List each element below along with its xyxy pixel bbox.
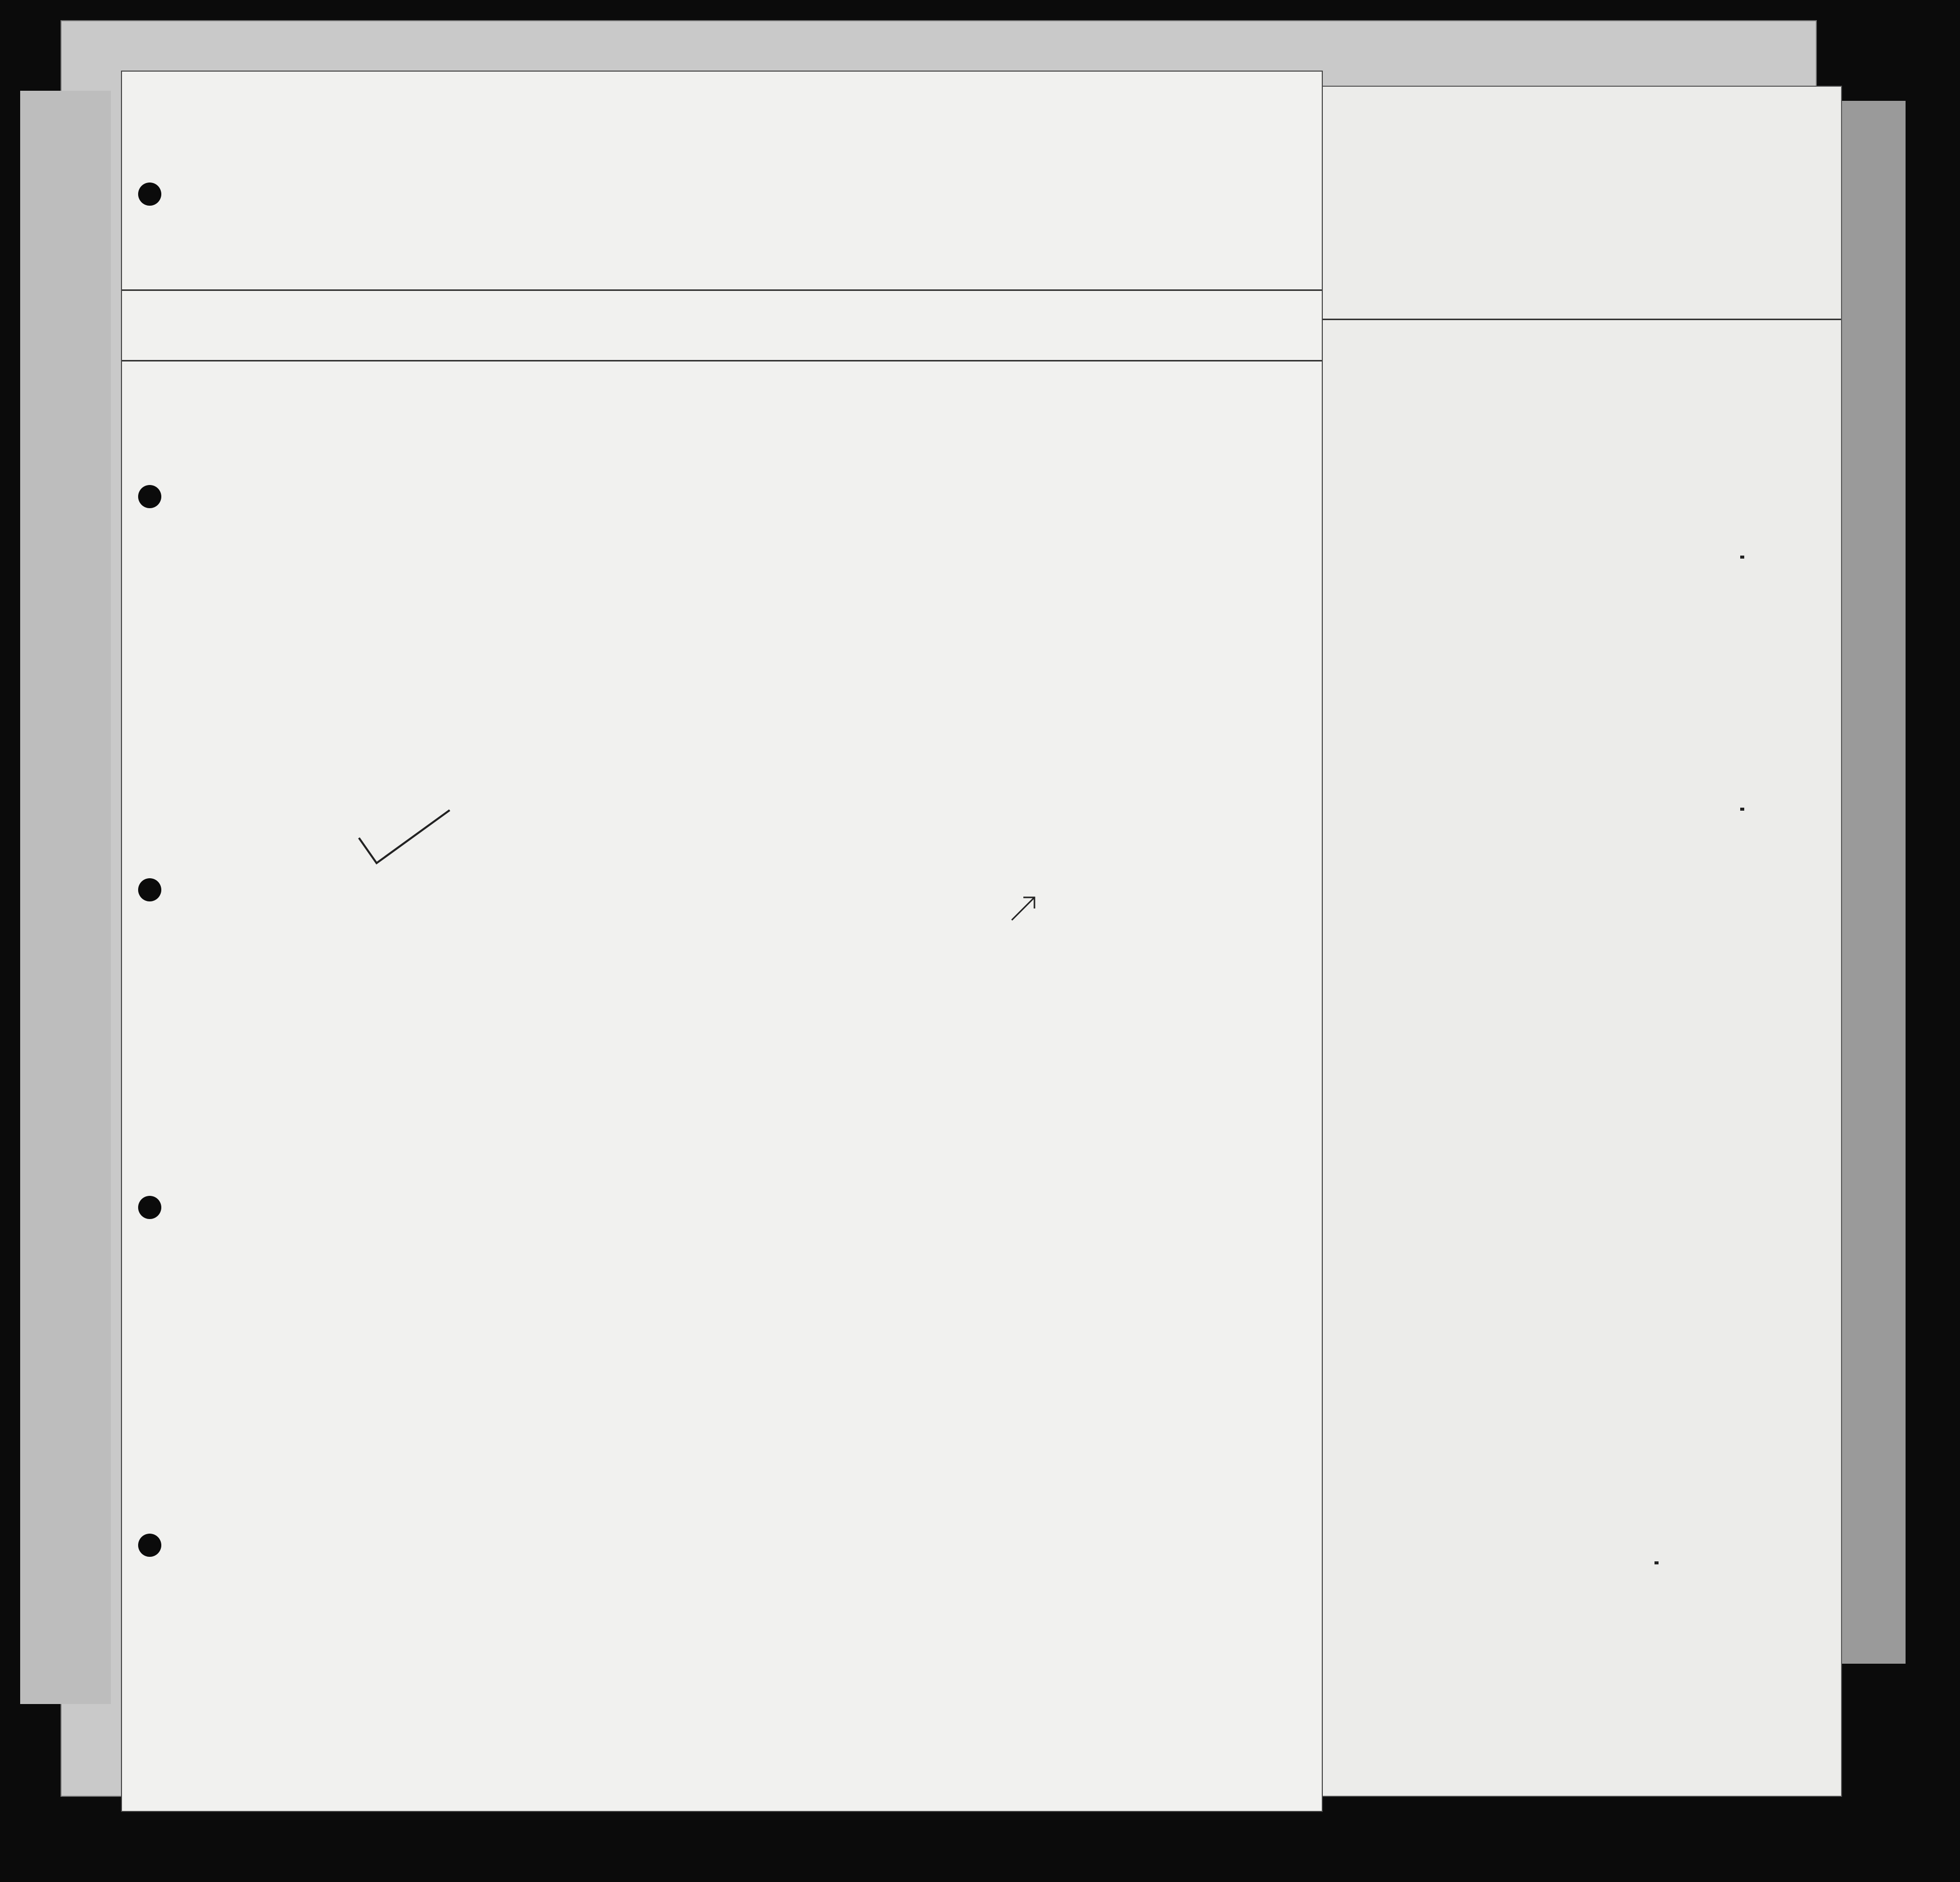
underlying-sheet-stub: [20, 91, 111, 1704]
punch-hole: [138, 183, 161, 206]
table-head-rule: [122, 360, 1322, 361]
consul-stamp-2: [1740, 808, 1744, 811]
table-top-rule: [122, 289, 1322, 291]
arrow-mark-icon: [1009, 892, 1039, 923]
punch-hole: [138, 1196, 161, 1219]
consul-stamp-1: [1740, 556, 1744, 559]
punch-hole: [138, 1534, 161, 1557]
alien-header-rule: [1236, 319, 1841, 320]
right-underlying-sheet: [1835, 101, 1906, 1664]
check-mark-icon: [354, 808, 455, 868]
punch-hole: [138, 485, 161, 508]
alien-crew-sheet: [1235, 86, 1842, 1797]
crew-list-sheet: [121, 71, 1323, 1812]
punch-hole: [138, 878, 161, 901]
consul-stamp-3: [1655, 1561, 1659, 1564]
